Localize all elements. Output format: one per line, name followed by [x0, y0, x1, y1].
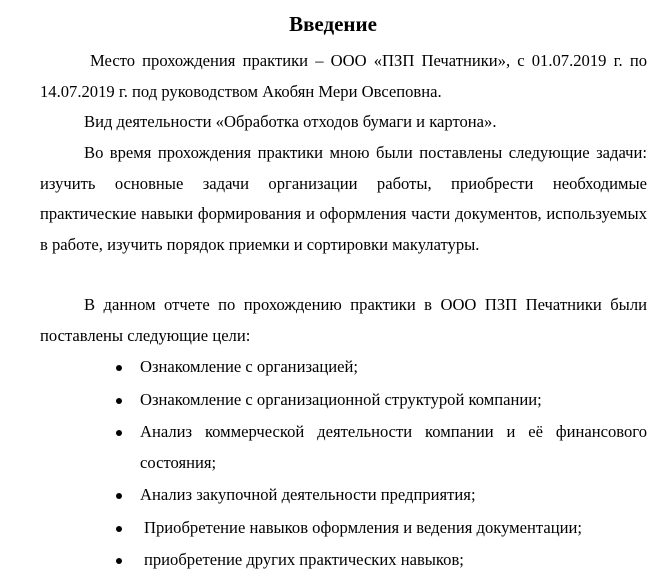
bullet-icon [116, 493, 122, 499]
list-item [116, 417, 647, 478]
list-item-text: Анализ коммерческой деятельности компании и её финансового состояния; [140, 422, 647, 472]
list-item-text: Ознакомление с организацией; [140, 357, 358, 376]
list-item [116, 385, 647, 416]
bullet-icon [116, 430, 122, 436]
document-heading: Введение [289, 12, 377, 36]
list-item-text: Ознакомление с организационной структурой компании; [140, 389, 542, 409]
goals-list [116, 352, 647, 578]
paragraph-tasks: Во время прохождения практики мною были поставлены следующие задачи: изучить основные задачи организации работы, приобрести необходимые практические навыки формирования и оформления части документов, используемых в работе, изучить порядок приемки и сортировки макулатуры. [40, 143, 647, 254]
list-item [116, 352, 647, 383]
bullet-icon [116, 398, 122, 404]
list-item-text: Приобретение навыков оформления и ведения документации; [144, 517, 582, 537]
list-item [116, 513, 647, 544]
list-item-text: Анализ закупочной деятельности предприятия; [140, 485, 476, 504]
paragraph-goals-intro: В данном отчете по прохождению практики в ООО ПЗП Печатники были поставлены следующие цели: [40, 295, 647, 345]
list-item [116, 480, 647, 511]
bullet-icon [116, 526, 122, 532]
paragraph-practice-place: Место прохождения практики – ООО «ПЗП Печатники», с 01.07.2019 г. по 14.07.2019 г. под руководством Акобян Мери Овсеповна. [40, 51, 647, 101]
list-item-text: приобретение других практических навыков; [144, 550, 464, 569]
paragraph-activity-type: Вид деятельности «Обработка отходов бумаги и картона». [84, 112, 497, 131]
bullet-icon [116, 365, 122, 371]
bullet-icon [116, 558, 122, 564]
